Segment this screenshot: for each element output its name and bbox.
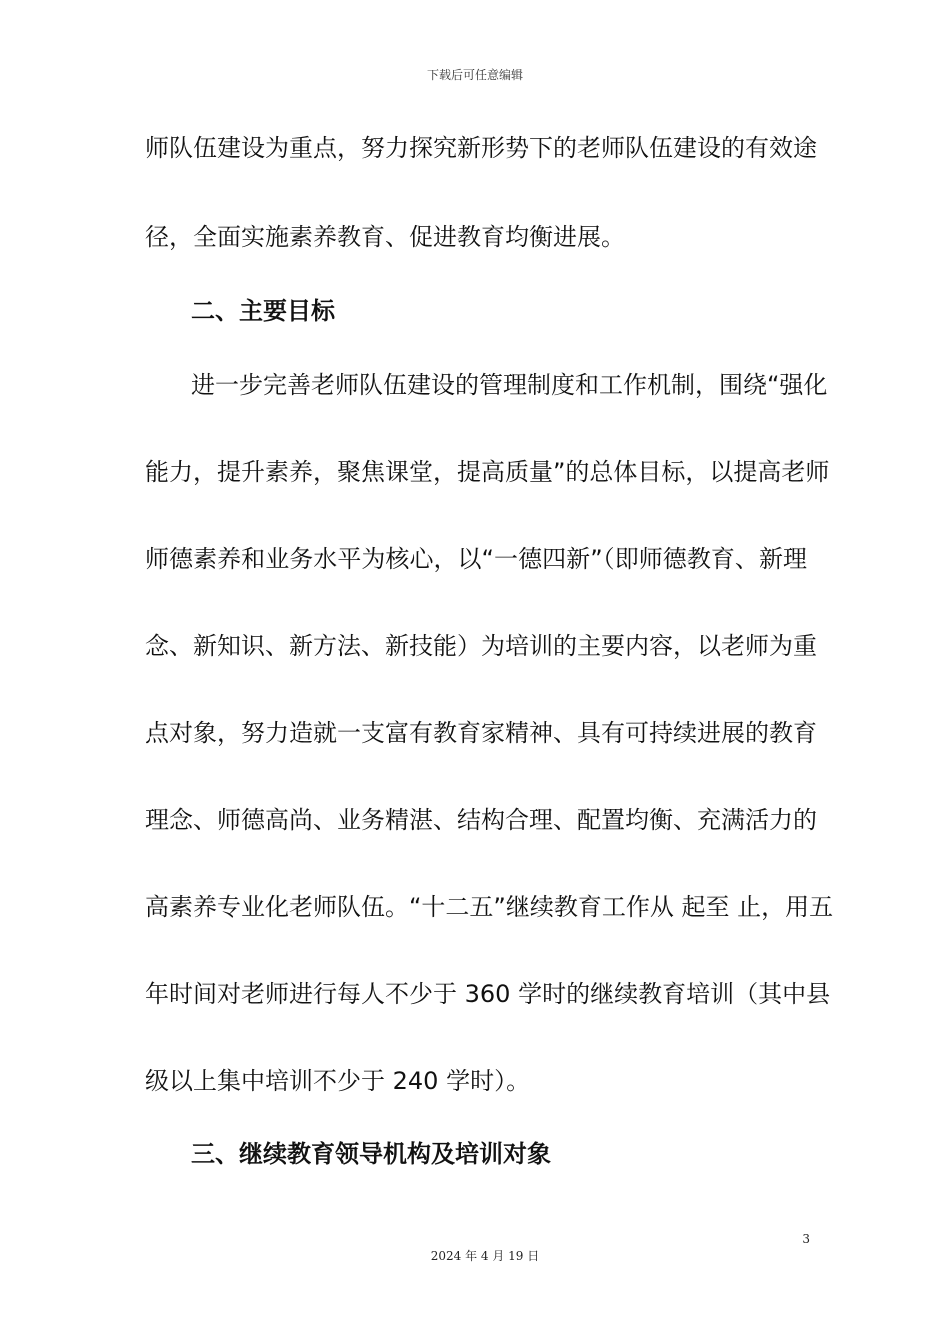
paragraph-line: 能力，提升素养，聚焦课堂，提高质量”的总体目标，以提高老师 — [145, 458, 830, 486]
paragraph-line: 理念、师德高尚、业务精湛、结构合理、配置均衡、充满活力的 — [145, 806, 817, 834]
paragraph-line: 点对象，努力造就一支富有教育家精神、具有可持续进展的教育 — [145, 719, 817, 747]
section-heading: 三、继续教育领导机构及培训对象 — [191, 1140, 551, 1168]
paragraph-line: 高素养专业化老师队伍。“十二五”继续教育工作从 起至 止，用五 — [145, 893, 834, 921]
paragraph-line: 念、新知识、新方法、新技能）为培训的主要内容，以老师为重 — [145, 632, 817, 660]
page-footer-date: 2024 年 4 月 19 日 — [430, 1249, 540, 1263]
paragraph-line: 师队伍建设为重点，努力探究新形势下的老师队伍建设的有效途 — [145, 134, 817, 162]
paragraph-line: 年时间对老师进行每人不少于 360 学时的继续教育培训（其中县 — [145, 980, 831, 1008]
paragraph-line: 进一步完善老师队伍建设的管理制度和工作机制，围绕“强化 — [191, 371, 828, 399]
paragraph-line: 师德素养和业务水平为核心，以“一德四新”（即师德教育、新理 — [145, 545, 807, 573]
section-heading: 二、主要目标 — [191, 297, 335, 325]
paragraph-line: 径，全面实施素养教育、促进教育均衡进展。 — [145, 223, 625, 251]
paragraph-line: 级以上集中培训不少于 240 学时）。 — [145, 1067, 531, 1095]
page-header: 下载后可任意编辑 — [426, 68, 523, 82]
page-number: 3 — [802, 1232, 810, 1246]
